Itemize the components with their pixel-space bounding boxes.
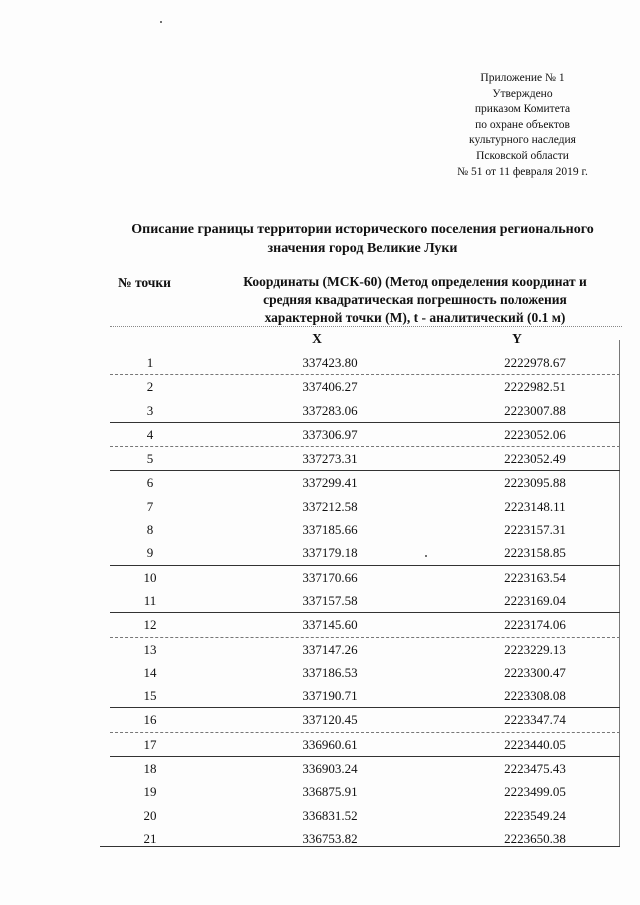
- y-coordinate-cell: 2223229.13: [504, 641, 566, 657]
- y-coordinate-cell: 2223308.08: [504, 688, 566, 704]
- appendix-line: Утверждено: [492, 87, 553, 100]
- table-row: [110, 422, 620, 446]
- y-coordinate-cell: 2223475.43: [504, 761, 566, 777]
- y-coordinate-cell: 2222982.51: [504, 379, 566, 395]
- x-coordinate-cell: 337423.80: [302, 355, 358, 370]
- table-row: [110, 612, 620, 636]
- y-coordinate-cell: 2222978.67: [504, 355, 566, 370]
- x-coordinate-cell: 337212.58: [302, 498, 358, 514]
- x-coordinate-cell: 337147.26: [302, 641, 358, 657]
- x-coordinate-cell: 336831.52: [302, 807, 358, 823]
- point-number-cell: 6: [146, 475, 154, 491]
- y-coordinate-cell: 2223440.05: [504, 736, 566, 752]
- document-title: [100, 220, 625, 258]
- table-row: [110, 732, 620, 756]
- table-row: [110, 374, 620, 398]
- point-number-header: № точки: [118, 275, 171, 290]
- y-coordinate-cell: 2223300.47: [504, 664, 566, 680]
- appendix-line: по охране объектов: [475, 118, 570, 131]
- x-coordinate-cell: 337299.41: [302, 475, 358, 491]
- x-coordinate-cell: 336875.91: [302, 784, 358, 800]
- table-row: [110, 780, 620, 803]
- y-coordinate-cell: 2223163.54: [504, 569, 566, 585]
- point-number-cell: 19: [143, 784, 157, 800]
- y-coordinate-cell: 2223347.74: [504, 712, 566, 728]
- point-number-cell: 8: [146, 522, 154, 538]
- table-row: [110, 565, 620, 589]
- point-number-cell: 4: [146, 426, 154, 442]
- table-row: [110, 518, 620, 541]
- table-row: [110, 446, 620, 470]
- point-number-cell: 17: [143, 736, 157, 752]
- table-row: [110, 684, 620, 707]
- x-coordinate-cell: 337306.97: [302, 426, 358, 442]
- coordinates-header: [205, 273, 625, 327]
- x-column-header: X: [312, 331, 322, 346]
- y-coordinate-cell: 2223148.11: [504, 498, 566, 514]
- y-coordinate-cell: 2223650.38: [504, 830, 566, 846]
- title-line-2: значения город Великие Луки: [267, 241, 458, 256]
- x-coordinate-cell: 336960.61: [302, 736, 358, 752]
- table-row: [110, 707, 620, 731]
- y-coordinate-cell: 2223169.04: [504, 592, 566, 608]
- x-coordinate-cell: 336903.24: [302, 761, 358, 777]
- table-row: [110, 756, 620, 780]
- x-coordinate-cell: 337186.53: [302, 664, 358, 680]
- point-number-cell: 21: [143, 830, 157, 846]
- table-row: [110, 804, 620, 827]
- x-coordinate-cell: 337170.66: [302, 569, 358, 585]
- y-coordinate-cell: 2223549.24: [504, 807, 566, 823]
- coordinates-header-line: средняя квадратическая погрешность положения: [263, 292, 567, 307]
- table-row: [110, 470, 620, 494]
- y-coordinate-cell: 2223157.31: [504, 522, 566, 538]
- x-coordinate-cell: 337120.45: [302, 712, 358, 728]
- coordinates-header-line: Координаты (МСК-60) (Метод определения координат и: [243, 274, 587, 289]
- title-line-1: Описание границы территории исторического поселения регионального: [131, 222, 594, 237]
- table-row: [110, 589, 620, 612]
- table-row: [110, 495, 620, 518]
- point-number-cell: 13: [143, 641, 157, 657]
- appendix-line: приказом Комитета: [474, 103, 571, 116]
- table-row: [110, 399, 620, 422]
- x-coordinate-cell: 337157.58: [302, 592, 358, 608]
- y-coordinate-cell: 2223052.49: [504, 451, 566, 467]
- x-coordinate-cell: 337283.06: [302, 402, 358, 418]
- y-coordinate-cell: 2223158.85: [504, 545, 566, 561]
- y-column-header: Y: [512, 331, 522, 346]
- table-row: [110, 637, 620, 661]
- x-coordinate-cell: 337406.27: [302, 379, 358, 395]
- point-number-cell: 20: [143, 807, 157, 823]
- x-coordinate-cell: 337185.66: [302, 522, 358, 538]
- appendix-line: № 51 от 11 февраля 2019 г.: [457, 165, 588, 178]
- x-coordinate-cell: 336753.82: [302, 830, 358, 846]
- coordinates-table: [110, 351, 620, 850]
- table-bottom-border: [100, 846, 620, 847]
- point-number-cell: 3: [146, 402, 154, 418]
- point-number-cell: 7: [146, 498, 154, 514]
- y-coordinate-cell: 2223095.88: [504, 475, 566, 491]
- appendix-approval-block: [420, 71, 625, 180]
- appendix-line: культурного наследия: [469, 134, 576, 147]
- point-number-cell: 1: [146, 355, 154, 370]
- x-coordinate-cell: 337145.60: [302, 617, 358, 633]
- y-coordinate-cell: 2223174.06: [504, 617, 566, 633]
- scan-speck: [425, 555, 427, 557]
- point-number-cell: 9: [146, 545, 154, 561]
- point-number-cell: 10: [143, 569, 157, 585]
- point-number-cell: 14: [143, 664, 157, 680]
- header-divider: [110, 326, 622, 327]
- point-number-cell: 11: [143, 592, 157, 608]
- y-coordinate-cell: 2223499.05: [504, 784, 566, 800]
- point-number-cell: 15: [143, 688, 157, 704]
- point-number-cell: 12: [143, 617, 157, 633]
- x-coordinate-cell: 337179.18: [302, 545, 358, 561]
- x-coordinate-cell: 337190.71: [302, 688, 358, 704]
- y-coordinate-cell: 2223052.06: [504, 426, 566, 442]
- table-row: [110, 351, 620, 374]
- point-number-cell: 2: [146, 379, 154, 395]
- table-row: [110, 661, 620, 684]
- x-coordinate-cell: 337273.31: [302, 451, 358, 467]
- appendix-line: Псковской области: [476, 149, 569, 162]
- point-number-cell: 16: [143, 712, 157, 728]
- y-coordinate-cell: 2223007.88: [504, 402, 566, 418]
- coordinates-header-line: характерной точки (М), t - аналитический (0.1 м): [264, 310, 566, 325]
- appendix-line: Приложение № 1: [480, 72, 565, 84]
- point-number-cell: 5: [146, 451, 154, 467]
- point-number-cell: 18: [143, 761, 157, 777]
- table-row: [110, 541, 620, 564]
- scan-speck: [160, 21, 162, 23]
